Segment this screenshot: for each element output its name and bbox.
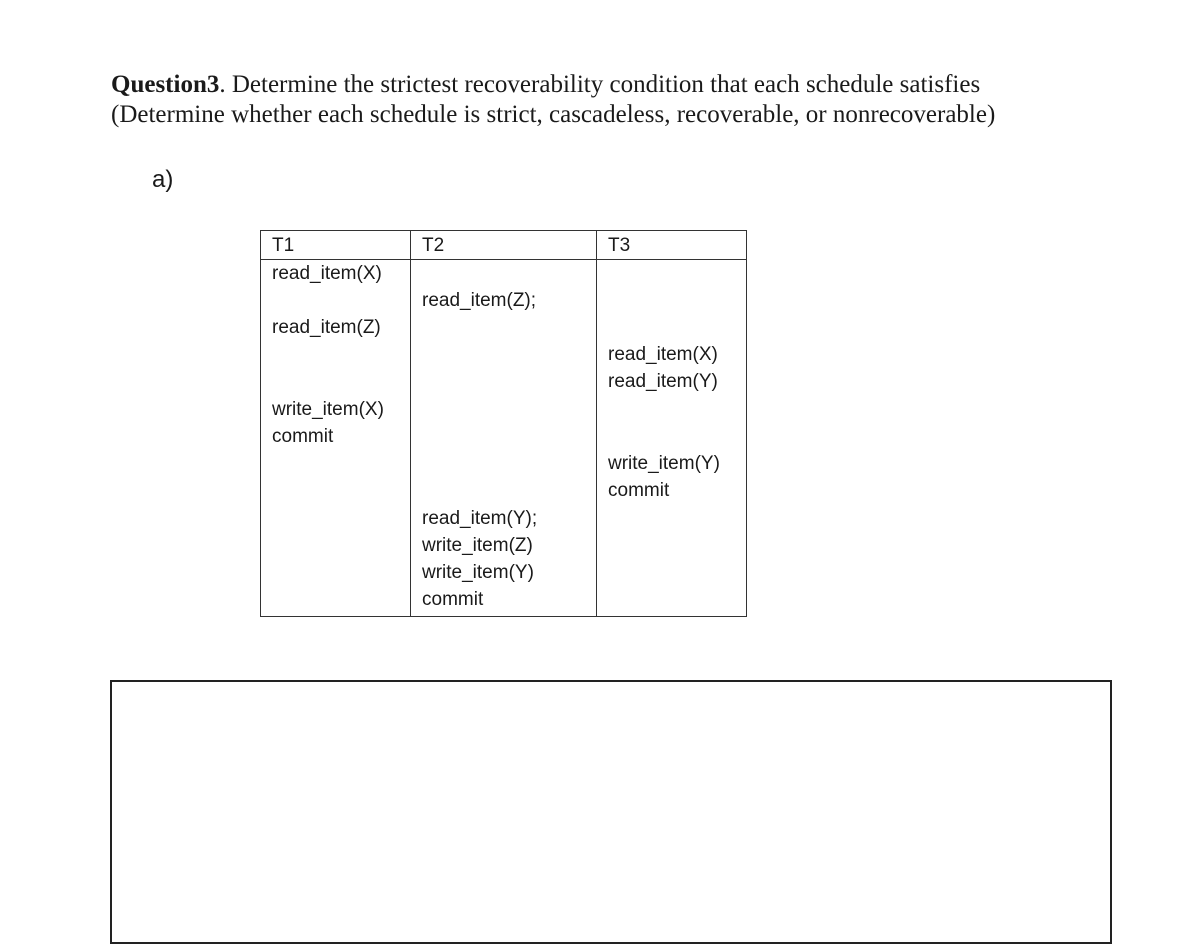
answer-box[interactable] — [110, 680, 1112, 944]
t2-op: commit — [422, 589, 484, 610]
schedule-header-row — [261, 231, 747, 260]
header-t1: T1 — [261, 231, 411, 260]
t2-op: write_item(Z) — [422, 535, 533, 556]
question-label: Question3 — [111, 71, 220, 98]
header-t3: T3 — [597, 231, 747, 260]
schedule-body-row — [261, 260, 747, 617]
schedule-table — [260, 230, 747, 617]
t1-column — [261, 260, 411, 617]
t1-op: commit — [272, 426, 334, 447]
question-text — [111, 70, 1111, 130]
t3-op: commit — [608, 480, 670, 501]
t1-op: read_item(Z) — [272, 317, 381, 338]
t2-op: read_item(Y); — [422, 508, 538, 529]
t1-op: write_item(X) — [272, 399, 384, 420]
question-line-2: (Determine whether each schedule is strict, cascadeless, recoverable, or nonrecoverable) — [111, 101, 996, 128]
t3-op: read_item(Y) — [608, 371, 718, 392]
question-line-1 — [111, 70, 1111, 100]
t3-op: write_item(Y) — [608, 453, 720, 474]
header-t2: T2 — [411, 231, 597, 260]
t3-op: read_item(X) — [608, 344, 718, 365]
t2-column — [411, 260, 597, 617]
t2-op: write_item(Y) — [422, 562, 534, 583]
part-label: a) — [152, 166, 174, 193]
question-line-1-rest: . Determine the strictest recoverability condition that each schedule satisfies — [219, 71, 981, 98]
t2-op: read_item(Z); — [422, 290, 537, 311]
t3-column — [597, 260, 747, 617]
t1-op: read_item(X) — [272, 263, 382, 284]
